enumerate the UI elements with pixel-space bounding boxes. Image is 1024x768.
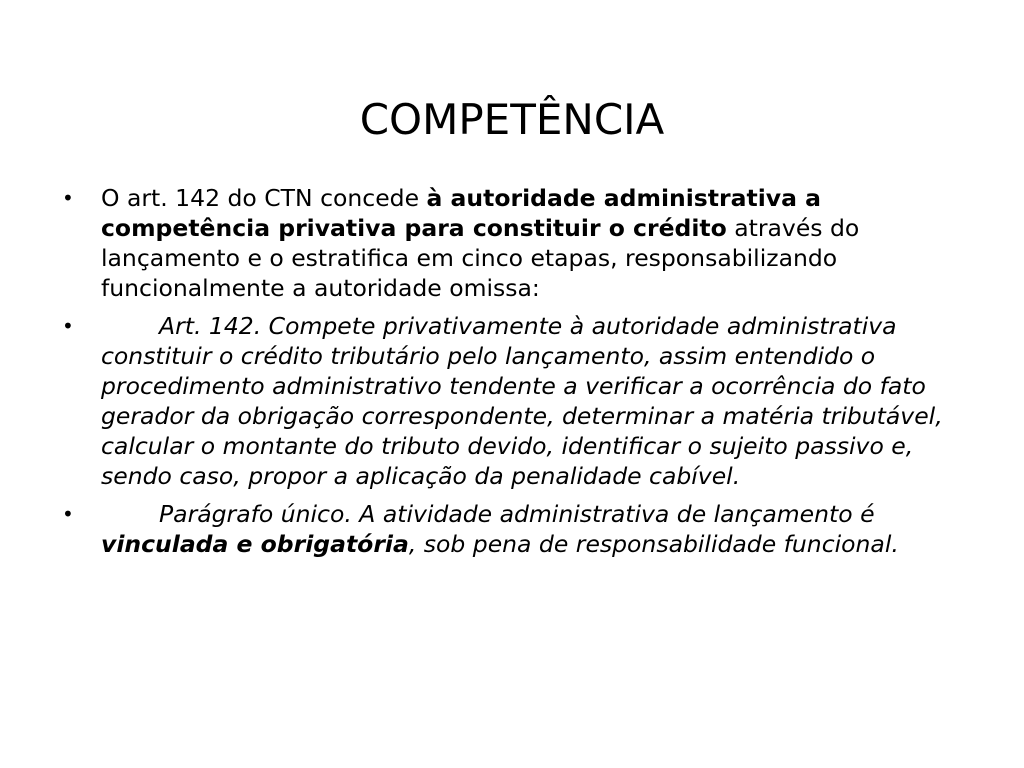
slide-title: COMPETÊNCIA [359, 95, 665, 145]
intro-text-end: através do lançamento e o estratifica em cinco etapas, responsabilizando funcionalmente a autoridade omissa: [101, 214, 860, 302]
bullet-text [101, 184, 859, 302]
bullet-icon: • [62, 502, 74, 526]
paragrafo-text-end: , sob pena de responsabilidade funcional. [408, 530, 899, 558]
bullet-item-paragrafo-unico [62, 499, 962, 559]
bullet-icon: • [62, 186, 74, 210]
bullet-icon: • [62, 314, 74, 338]
bullet-list [62, 183, 962, 567]
intro-bold-text: à autoridade administrativa a competência privativa para constituir o crédito [101, 184, 821, 242]
intro-text: O art. 142 do CTN concede [101, 184, 427, 212]
bullet-item-art142-intro [62, 183, 962, 303]
paragrafo-bold-text: vinculada e obrigatória [101, 530, 409, 558]
paragrafo-text: Parágrafo único. A atividade administrativa de lançamento é [159, 500, 875, 528]
art142-quote-text: Art. 142. Compete privativamente à autoridade administrativa constituir o crédito tributário pelo lançamento, assim entendido o procedimento administrativo tendente a verificar a ocorrência do fato gerador da obrigação correspondente, determinar a matéria tributável, calcular o montante do tributo devido, identificar o sujeito passivo e, sendo caso, propor a aplicação da penalidade cabível. [101, 312, 943, 490]
bullet-text [101, 312, 943, 490]
bullet-item-art142-quote [62, 311, 962, 491]
bullet-text [101, 500, 899, 558]
